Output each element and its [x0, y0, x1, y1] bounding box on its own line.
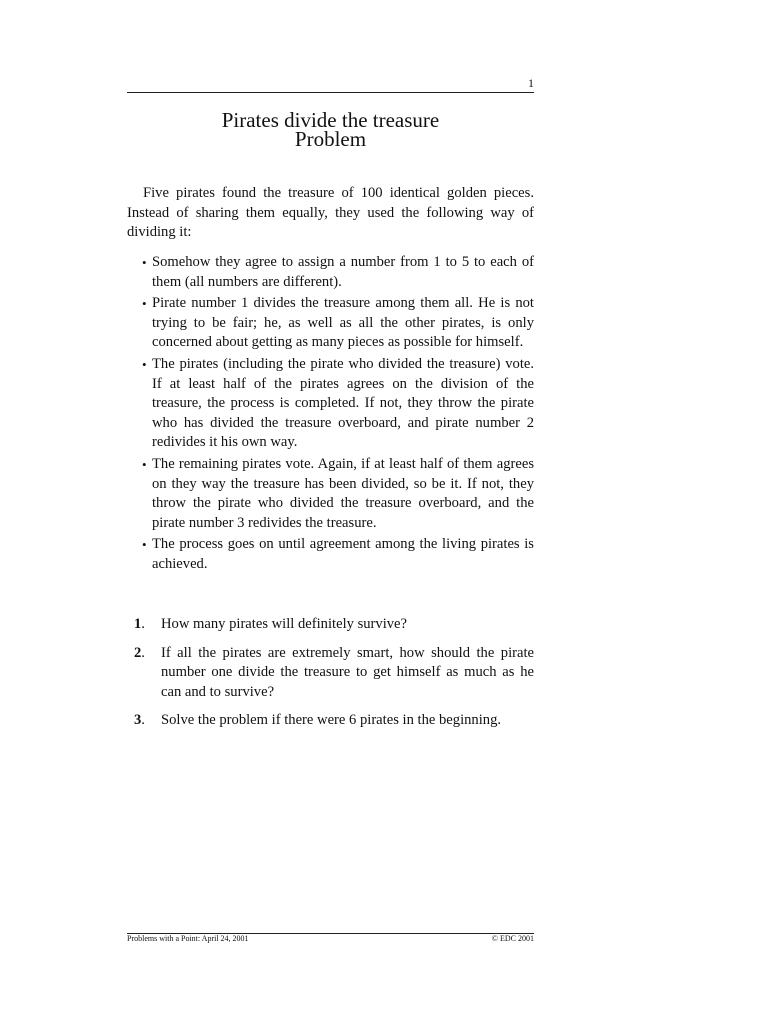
bullet-icon: • [142, 255, 147, 270]
page-number: 1 [528, 76, 534, 90]
header-rule [127, 92, 534, 93]
question-number: 3. [134, 712, 145, 729]
page-title [127, 108, 534, 151]
question-text: Solve the problem if there were 6 pirates in the beginning. [161, 712, 502, 729]
question-text: If all the pirates are extremely smart, how should the pirate number one divide the treasure to get himself as much as he can and to survive? [161, 644, 534, 700]
question-item [127, 615, 534, 635]
intro-paragraph: Five pirates found the treasure of 100 identical golden pieces. Instead of sharing them equally, they used the following way of dividing it: [127, 185, 534, 241]
title-line-2: Problem [294, 127, 367, 151]
question-item [127, 711, 534, 731]
rule-text: The pirates (including the pirate who divided the treasure) vote. If at least half of the pirates agrees on the division of the treasure, the process is completed. If not, they throw the pirate who has divided the treasure overboard, and pirate number 2 redivides it his own way. [152, 355, 534, 451]
rule-item [127, 253, 534, 292]
rule-text: Pirate number 1 divides the treasure among them all. He is not trying to be fair; he, as well as all the other pirates, is only concerned about getting as many pieces as possible for himself. [152, 295, 534, 351]
question-number: 2. [134, 644, 145, 661]
footer-source: Problems with a Point: April 24, 2001 [127, 934, 249, 943]
rule-item [127, 455, 534, 533]
rule-text: Somehow they agree to assign a number from 1 to 5 to each of them (all numbers are different). [152, 254, 534, 290]
question-number: 1. [134, 616, 145, 632]
bullet-icon: • [142, 456, 147, 472]
bullet-icon: • [142, 296, 147, 312]
question-text: How many pirates will definitely survive? [161, 616, 408, 632]
rule-item [127, 535, 534, 574]
rule-text: The remaining pirates vote. Again, if at least half of them agrees on they way the treasure has been divided, so be it. If not, they throw the pirate who divided the treasure overboard, and the pirate number 3 redivides the treasure. [152, 455, 534, 531]
bullet-icon: • [142, 356, 147, 372]
rules-list [127, 253, 534, 577]
document-page [127, 0, 534, 1024]
bullet-icon: • [142, 537, 147, 553]
rule-item [127, 294, 534, 353]
question-item [127, 644, 534, 703]
rule-text: The process goes on until agreement among the living pirates is achieved. [152, 536, 534, 572]
footer-copyright: © EDC 2001 [491, 934, 534, 943]
title-line-1: Pirates divide the treasure [221, 108, 440, 132]
questions-list [127, 615, 534, 740]
rule-item [127, 355, 534, 453]
